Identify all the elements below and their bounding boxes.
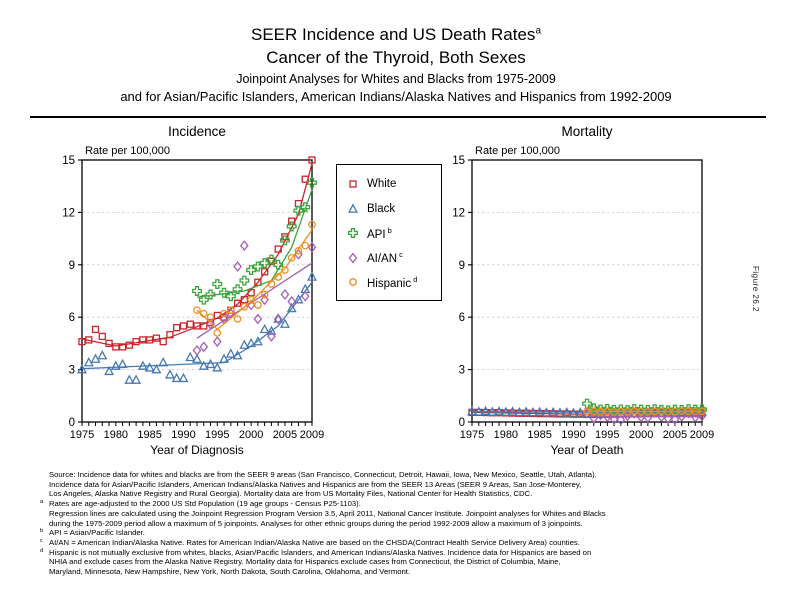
footnote-row xyxy=(40,480,780,490)
subtitle: Cancer of the Thyroid, Both Sexes xyxy=(266,48,526,67)
subtitle-joinpoint-2: and for Asian/Pacific Islanders, American Indians/Alaska Natives and Hispanics from 1992-2009 xyxy=(120,88,672,104)
gridlines xyxy=(472,212,702,369)
footnote-row xyxy=(40,528,780,538)
main-title-superscript: a xyxy=(535,25,541,37)
legend-label: Black xyxy=(367,202,396,215)
legend-label: White xyxy=(367,178,397,191)
subtitle-joinpoint-1: Joinpoint Analyses for Whites and Blacks from 1975-2009 xyxy=(236,72,556,86)
main-title xyxy=(0,26,792,43)
figure-number-label: Figure 26.2 xyxy=(751,266,760,312)
y-tick-label: 0 xyxy=(458,417,465,429)
footnote-text: NHIA and exclude cases from the Alaska Native Registry. Mortality data for Hispanics exclude cases from Connecticut, the District of Columbia, Maine, xyxy=(49,557,561,567)
plot-border xyxy=(472,160,702,422)
footnote-text: Source: Incidence data for whites and blacks are from the SEER 9 areas (San Francisco, Connecticut, Detroit, Hawaii, Iowa, New Mexico, Seattle, Utah, Atlanta). xyxy=(49,470,597,479)
footnote-marker: c xyxy=(40,537,43,544)
footnote-marker xyxy=(40,469,49,479)
x-tick-label: 2000 xyxy=(628,429,654,441)
footnote-row xyxy=(40,489,780,499)
x-tick-label: 1980 xyxy=(103,429,129,441)
x-tick-label: 2005 xyxy=(662,429,688,441)
footnote-marker xyxy=(40,556,49,566)
footnote-text: Maryland, Minnesota, New Hampshire, New York, North Dakota, South Carolina, Oklahoma, and Vermont. xyxy=(49,567,411,577)
footnote-row xyxy=(40,499,780,509)
x-tick-label: 1975 xyxy=(69,429,95,441)
triangle-marker-icon xyxy=(346,202,360,216)
legend-label: API $^b$ xyxy=(367,225,392,241)
x-tick-label: 2009 xyxy=(689,429,715,441)
y-axis xyxy=(62,155,82,429)
footnote-row xyxy=(40,548,780,558)
footnote-text: Los Angeles, Alaska Native Registry and Rural Georgia). Mortality data are from US Mortality Files, National Center for Health Statistics, CDC. xyxy=(49,489,533,499)
x-tick-label: 1995 xyxy=(205,429,230,441)
incidence-chart xyxy=(35,148,335,468)
x-tick-label: 1985 xyxy=(527,429,552,441)
footnote-marker xyxy=(40,508,49,518)
footnote-row xyxy=(40,538,780,548)
footnote-row xyxy=(40,557,780,567)
title-divider-rule xyxy=(30,116,766,118)
legend-item-hispanic xyxy=(346,270,432,295)
footnote-row xyxy=(40,567,780,577)
footnote-row xyxy=(40,509,780,519)
footnote-text: Regression lines are calculated using the Joinpoint Regression Program Version 3.5, April 2011, National Cancer Institute. Joinpoint analyses for Whites and Blacks xyxy=(49,508,606,518)
legend-item-aian xyxy=(346,246,432,271)
incidence-yaxis-label: Rate per 100,000 xyxy=(85,145,171,157)
legend-box xyxy=(336,164,442,301)
incidence-xaxis-title: Year of Diagnosis xyxy=(150,443,244,457)
legend-label: Hispanic $^d$ xyxy=(367,274,418,290)
mortality-yaxis-label: Rate per 100,000 xyxy=(475,145,561,157)
x-tick-label: 2000 xyxy=(238,429,264,441)
footnote-text: API = Asian/Pacific Islander. xyxy=(49,528,145,538)
footnote-text: during the 1975-2009 period allow a maximum of 5 joinpoints. Analyses for other ethnic groups during the period 1992-2009 allow a maximum of 3 joinpoints. xyxy=(49,518,583,528)
x-tick-label: 2005 xyxy=(272,429,298,441)
y-tick-label: 3 xyxy=(68,364,75,377)
incidence-chart-title: Incidence xyxy=(168,124,226,139)
footnote-marker: d xyxy=(40,547,44,554)
y-tick-label: 15 xyxy=(452,155,465,167)
y-tick-label: 6 xyxy=(458,312,465,325)
x-tick-label: 1980 xyxy=(493,429,519,441)
y-tick-label: 12 xyxy=(62,207,75,220)
footnote-marker: a xyxy=(40,499,44,506)
x-tick-label: 2009 xyxy=(299,429,325,441)
footnote-marker xyxy=(40,479,49,489)
diamond-marker-icon xyxy=(346,251,360,265)
y-tick-label: 12 xyxy=(452,207,465,220)
footnote-marker: b xyxy=(40,528,44,535)
x-tick-label: 1990 xyxy=(561,429,586,441)
y-tick-label: 15 xyxy=(62,155,75,167)
y-axis xyxy=(452,155,472,429)
plus-marker-icon xyxy=(346,226,360,240)
y-tick-label: 9 xyxy=(458,259,465,272)
x-axis xyxy=(460,422,714,441)
legend-label: AI/AN $^c$ xyxy=(367,250,403,266)
x-tick-label: 1995 xyxy=(595,429,620,441)
footnotes-block xyxy=(40,470,780,577)
footnote-row xyxy=(40,470,780,480)
main-title-text: SEER Incidence and US Death Rates xyxy=(251,25,536,44)
footnote-text: Rates are age-adjusted to the 2000 US Std Population (19 age groups - Census P25-1103). xyxy=(49,499,361,509)
series-black xyxy=(78,273,316,383)
y-tick-label: 6 xyxy=(68,312,75,325)
legend-item-white xyxy=(346,172,432,197)
footnote-marker xyxy=(40,566,49,576)
x-axis xyxy=(70,422,324,441)
y-tick-label: 9 xyxy=(68,259,75,272)
plot-border xyxy=(82,160,312,422)
x-tick-label: 1990 xyxy=(171,429,196,441)
legend-item-black xyxy=(346,197,432,222)
square-marker-icon xyxy=(346,177,360,191)
footnote-marker xyxy=(40,488,49,498)
footnote-marker xyxy=(40,518,49,528)
title-block xyxy=(0,26,792,103)
mortality-xaxis-title: Year of Death xyxy=(550,443,624,457)
x-tick-label: 1985 xyxy=(137,429,162,441)
circle-marker-icon xyxy=(346,275,360,289)
footnote-text: Hispanic is not mutually exclusive from whites, blacks, Asian/Pacific Islanders, and American Indians/Alaska Natives. Incidence data for Hispanics are based on xyxy=(49,547,592,557)
footnote-row xyxy=(40,519,780,529)
mortality-chart-title: Mortality xyxy=(561,124,613,139)
legend-item-api xyxy=(346,221,432,246)
mortality-chart xyxy=(425,148,725,468)
x-tick-label: 1975 xyxy=(459,429,485,441)
footnote-text: Incidence data for Asian/Pacific Islanders, American Indians/Alaska Natives and Hispanics are from the SEER 13 Areas (SEER 9 Areas, San Jose-Monterey, xyxy=(49,479,582,489)
footnote-text: AI/AN = American Indian/Alaska Native. Rates for American Indian/Alaska Native are based on the CHSDA(Contract Health Service Delivery Area) counties. xyxy=(49,537,580,547)
y-tick-label: 0 xyxy=(68,417,75,429)
y-tick-label: 3 xyxy=(458,364,465,377)
